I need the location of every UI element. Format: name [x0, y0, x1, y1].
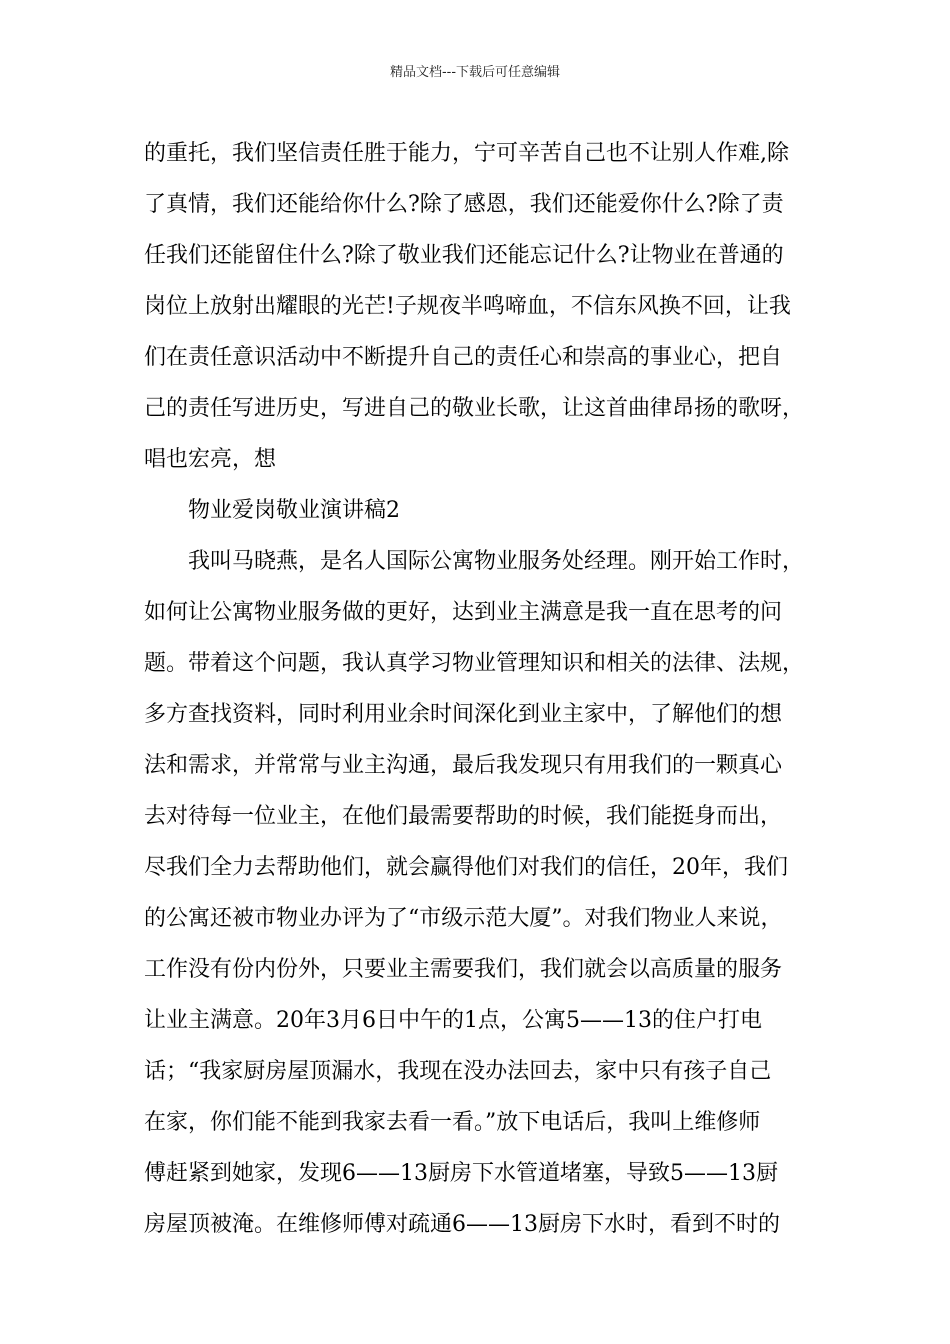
text-line: 话；“我家厨房屋顶漏水，我现在没办法回去，家中只有孩子自己 [144, 1059, 772, 1084]
text-line: 了真情，我们还能给你什么?除了感恩，我们还能爱你什么?除了责 [144, 192, 784, 217]
text-line: 多方查找资料，同时利用业余时间深化到业主家中，了解他们的想 [144, 702, 783, 727]
text-line: 任我们还能留住什么?除了敬业我们还能忘记什么?让物业在普通的 [144, 243, 784, 268]
text-line: 去对待每一位业主，在他们最需要帮助的时候，我们能挺身而出， [144, 804, 783, 829]
text-line: 法和需求，并常常与业主沟通，最后我发现只有用我们的一颗真心 [144, 753, 783, 778]
text-line: 傅赶紧到她家，发现6——13厨房下水管道堵塞，导致5——13厨 [144, 1161, 778, 1186]
text-line: 工作没有份内份外，只要业主需要我们，我们就会以高质量的服务 [144, 957, 783, 982]
text-line: 让业主满意。20年3月6日中午的1点，公寓5——13的住户打电 [144, 1008, 762, 1033]
text-line: 房屋顶被淹。在维修师傅对疏通6——13厨房下水时，看到不时的 [144, 1212, 780, 1237]
document-body [144, 128, 810, 1250]
text-line: 的公寓还被市物业办评为了“市级示范大厦”。对我们物业人来说， [144, 906, 783, 931]
text-line: 在家，你们能不能到我家去看一看。”放下电话后，我叫上维修师 [144, 1110, 761, 1135]
paragraph-first-line: 我叫马晓燕，是名人国际公寓物业服务处经理。刚开始工作时， [188, 549, 805, 574]
text-line: 尽我们全力去帮助他们，就会赢得他们对我们的信任，20年，我们 [144, 855, 788, 880]
text-line: 如何让公寓物业服务做的更好，达到业主满意是我一直在思考的问 [144, 600, 783, 625]
text-line: 题。带着这个问题，我认真学习物业管理知识和相关的法律、法规， [144, 651, 805, 676]
text-line: 岗位上放射出耀眼的光芒!子规夜半鸣啼血，不信东风换不回，让我 [144, 294, 791, 319]
text-line: 己的责任写进历史，写进自己的敬业长歌，让这首曲律昂扬的歌呀， [144, 396, 805, 421]
page-header: 精品文档---下载后可任意编辑 [389, 65, 561, 80]
text-line: 唱也宏亮，想 [144, 447, 277, 472]
text-line: 的重托，我们坚信责任胜于能力，宁可辛苦自己也不让别人作难,除 [144, 141, 789, 166]
text-line: 们在责任意识活动中不断提升自己的责任心和崇高的事业心，把自 [144, 345, 783, 370]
section-title: 物业爱岗敬业演讲稿2 [188, 498, 400, 523]
